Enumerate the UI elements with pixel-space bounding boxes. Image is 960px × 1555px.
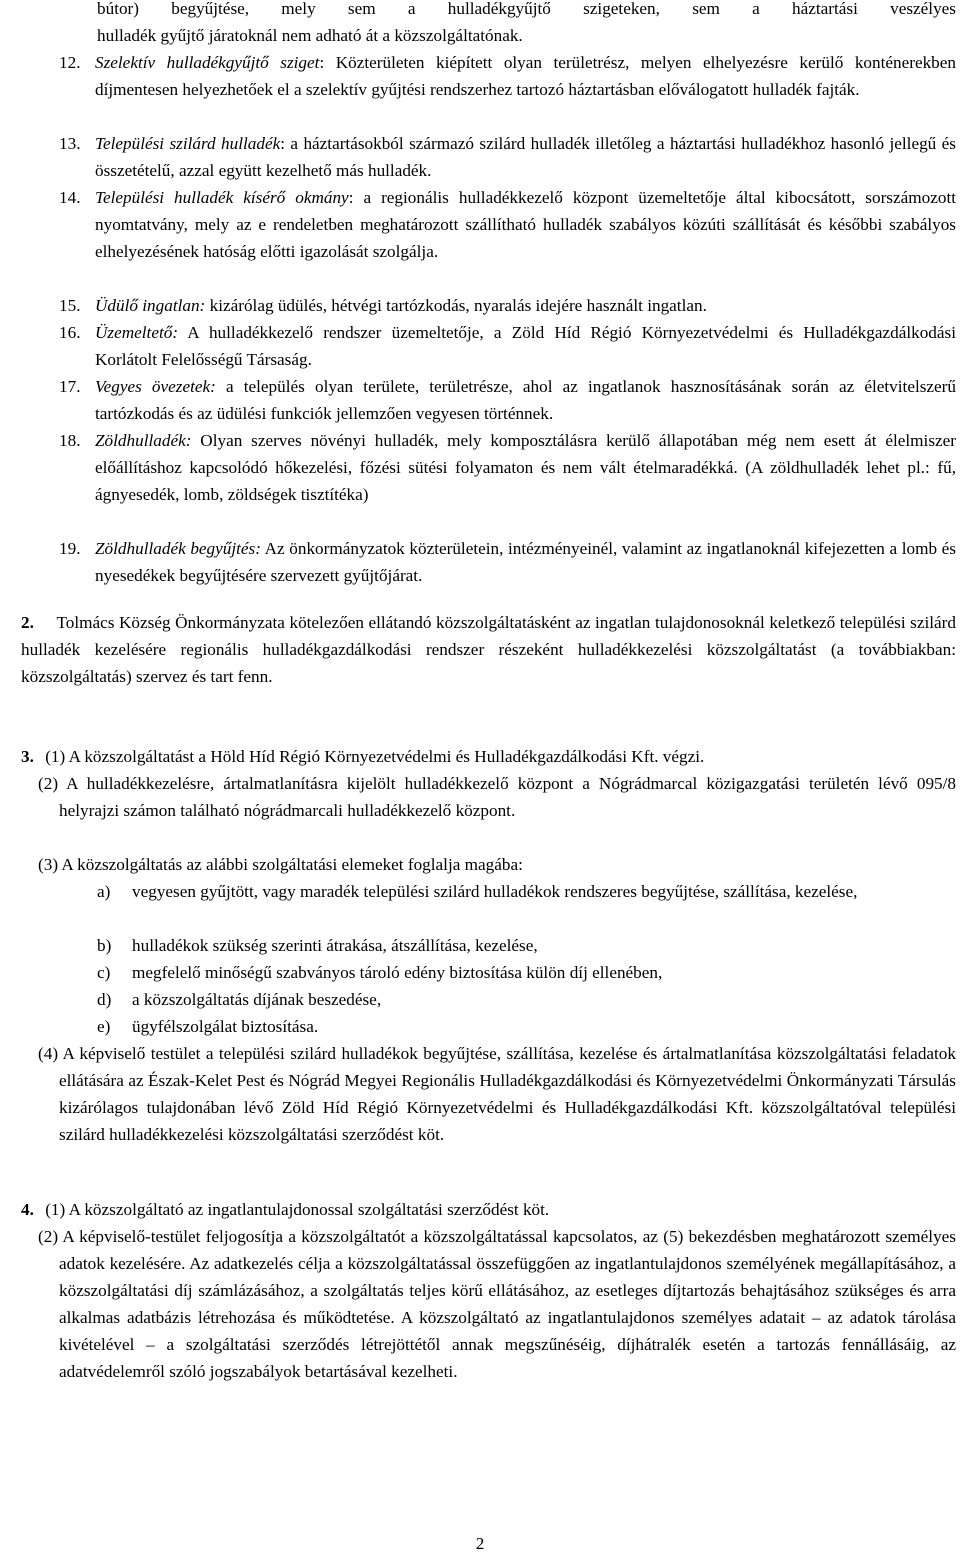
service-item-a (97, 878, 956, 905)
definition-text: kizárólag üdülés, hétvégi tartózkodás, nyaralás idejére használt ingatlan. (205, 296, 707, 315)
section-paragraph-1: (1) A közszolgáltatást a Höld Híd Régió Környezetvédelmi és Hulladékgazdálkodási Kft. végzi. (45, 747, 705, 766)
definition-number: 15. (59, 296, 81, 315)
section-3-paragraph-3: (3) A közszolgáltatás az alábbi szolgáltatási elemeket foglalja magába: (38, 855, 523, 874)
item-label: b) (97, 936, 112, 955)
definition-text: a háztartásokból származó szilárd hulladék illetőleg a háztartási hulladékhoz hasonló jellegű és összetételű, azzal együtt kezelhető más hulladék. (95, 134, 956, 180)
definition-item-19 (59, 535, 956, 589)
item-label: a) (97, 882, 111, 901)
continuation-line-1: bútor) begyűjtése, mely sem a hulladékgyűjtő szigeteken, sem a háztartási veszélyes (97, 0, 956, 18)
definition-item-16 (59, 319, 956, 373)
item-text: vegyesen gyűjtött, vagy maradék települési szilárd hulladékok rendszeres begyűjtése, szállítása, kezelése, (132, 882, 858, 901)
definition-number: 17. (59, 377, 81, 396)
definition-text: Közterületen kiépített olyan területrész, melyen elhelyezésre kerülő konténerekben díjmentesen helyezhetőek el a szelektív gyűjtési rendszerhez tartozó háztartásban előválogatott hulladék fajták. (95, 53, 956, 99)
section-number: 2. (21, 613, 34, 632)
definition-number: 13. (59, 134, 81, 153)
item-label: c) (97, 963, 111, 982)
item-label: d) (97, 990, 112, 1009)
definition-term: Zöldhulladék begyűjtés: (95, 539, 261, 558)
section-2 (21, 609, 956, 690)
section-3-paragraph-2: (2) A hulladékkezelésre, ártalmatlanításra kijelölt hulladékkezelő központ a Nógrádmarcal közigazgatási területén lévő 095/8 helyrajzi számon található nógrádmarcali hulladékkezelő központ. (38, 774, 956, 820)
definition-text: A hulladékkezelő rendszer üzemeltetője, a Zöld Híd Régió Környezetvédelmi és Hulladékgazdálkodási Korlátolt Felelősségű Társaság. (95, 323, 956, 369)
section-paragraph-1: (1) A közszolgáltató az ingatlantulajdonossal szolgáltatási szerződést köt. (45, 1200, 550, 1219)
section-number: 4. (21, 1200, 34, 1219)
item-label: e) (97, 1017, 111, 1036)
definition-term: Vegyes övezetek: (95, 377, 216, 396)
service-item-b (97, 932, 956, 959)
definition-item-13 (59, 130, 956, 184)
definition-text: Olyan szerves növényi hulladék, mely komposztálásra kerülő állapotában még nem esett át élelmiszer előállításhoz kapcsolódó hőkezelési, főzési sütési folyamaton és nem vált ételmaradékká. (A zöldhulladék lehet pl.: fű, ágnyesedék, lomb, zöldségek tisztítéka) (95, 431, 956, 504)
section-text: Tolmács Község Önkormányzata kötelezően ellátandó közszolgáltatásként az ingatlan tulajdonosoknál keletkező települési szilárd hulladék kezelésére regionális hulladékgazdálkodási rendszer részeként hulladékkezelési közszolgáltatást (a továbbiakban: közszolgáltatás) szervez és tart fenn. (21, 613, 956, 686)
page-number: 2 (475, 1534, 485, 1553)
item-text: megfelelő minőségű szabványos tároló edény biztosítása külön díj ellenében, (132, 963, 663, 982)
section-4-heading (21, 1196, 956, 1223)
definition-term: Szelektív hulladékgyűjtő sziget (95, 53, 320, 72)
definition-text: Az önkormányzatok közterületein, intézményeinél, valamint az ingatlanoknál kifejezetten a lomb és nyesedékek begyűjtésére szervezett gyűjtőjárat. (95, 539, 956, 585)
definition-item-14 (59, 184, 956, 265)
definition-term: Üzemeltető: (95, 323, 179, 342)
continuation-line-2: hulladék gyűjtő járatoknál nem adható át a közszolgáltatónak. (97, 26, 523, 45)
definition-separator: : (319, 53, 325, 72)
service-item-c (97, 959, 956, 986)
definition-number: 19. (59, 539, 81, 558)
definition-number: 16. (59, 323, 81, 342)
definition-separator: : (280, 134, 286, 153)
definition-item-17 (59, 373, 956, 427)
section-4-paragraph-2: (2) A képviselő-testület feljogosítja a közszolgáltatót a közszolgáltatással kapcsolatos, az (5) bekezdésben meghatározott személyes adatok kezelésére. Az adatkezelés célja a közszolgáltatással összefüggően az ingatlantulajdonos személyének megállapításához, a közszolgáltatási díj számlázásához, a szolgáltatás teljes körű ellátásához, az esetleges díjtartozás behajtásához szükséges és arra alkalmas adatbázis létrehozása és működtetése. A közszolgáltató az ingatlantulajdonos személyes adatait – az adatok tárolása kivételével – a szolgáltatási szerződés létrejöttétől annak megszűnéséig, díjhátralék esetén a tartozás fennállásáig, az adatvédelemről szóló jogszabályok betartásával kezelheti. (38, 1227, 956, 1381)
section-number: 3. (21, 747, 34, 766)
section-3-heading (21, 743, 956, 770)
service-item-e (97, 1013, 956, 1040)
definition-term: Üdülő ingatlan: (95, 296, 206, 315)
item-text: ügyfélszolgálat biztosítása. (132, 1017, 319, 1036)
definition-number: 12. (59, 53, 81, 72)
item-text: a közszolgáltatás díjának beszedése, (132, 990, 382, 1009)
definition-text: a regionális hulladékkezelő központ üzemeltetője által kibocsátott, sorszámozott nyomtatvány, mely az e rendeletben meghatározott szállítható hulladék szabályos közúti szállítását és későbbi szabályos elhelyezésének hatóság előtti igazolását szolgálja. (95, 188, 956, 261)
definition-text: a település olyan területe, területrésze, ahol az ingatlanok hasznosításának során az életvitelszerű tartózkodás és az üdülési funkciók jellemzően vegyesen történnek. (95, 377, 956, 423)
definition-number: 18. (59, 431, 81, 450)
definition-item-12 (59, 49, 956, 103)
definition-separator: : (348, 188, 354, 207)
definition-item-15 (59, 292, 956, 319)
section-3-paragraph-4: (4) A képviselő testület a települési szilárd hulladékok begyűjtése, szállítása, kezelése és ártalmatlanítása közszolgáltatási feladatok ellátására az Észak-Kelet Pest és Nógrád Megyei Regionális Hulladékgazdálkodási és Környezetvédelmi Önkormányzati Társulás kizárólagos tulajdonában lévő Zöld Híd Régió Környezetvédelmi és Hulladékgazdálkodási Kft. közszolgáltatóval települési szilárd hulladékkezelési közszolgáltatási szerződést köt. (38, 1044, 956, 1144)
item-text: hulladékok szükség szerinti átrakása, átszállítása, kezelése, (132, 936, 538, 955)
definition-number: 14. (59, 188, 81, 207)
service-item-d (97, 986, 956, 1013)
definition-term: Települési szilárd hulladék (95, 134, 281, 153)
definition-item-18 (59, 427, 956, 508)
definition-term: Zöldhulladék: (95, 431, 192, 450)
definition-term: Települési hulladék kísérő okmány (95, 188, 349, 207)
